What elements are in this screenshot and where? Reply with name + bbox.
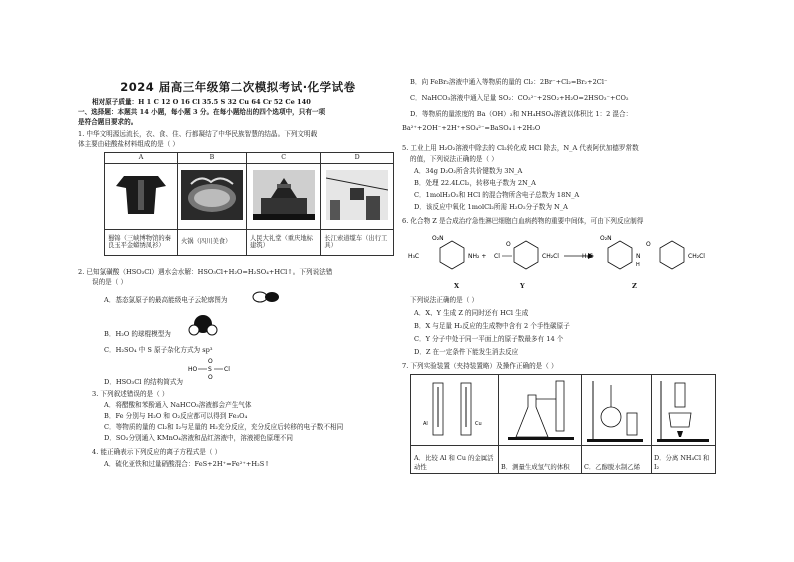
q1-header-c: C — [247, 153, 321, 164]
apparatus-a-icon — [415, 377, 495, 443]
q4-option-c: C．NaHCO₃溶液中通入足量 SO₂：CO₃²⁻+2SO₂+H₂O=2HSO₃⁻+CO₂ — [410, 94, 629, 102]
q4-stem: 4. 能正确表示下列反应的离子方程式是（ ） — [92, 448, 222, 456]
q1-caption-b: 火锅（四川美食） — [178, 229, 247, 255]
q6-stem: 6. 化合物 Z 是合成治疗急性淋巴细胞白血病药物的重要中间体，可由下列反应制得 — [402, 217, 644, 225]
q1-stem-cont: 体主要由硅酸盐材料组成的是（ ） — [78, 140, 180, 148]
q6-question: 下列说法正确的是（ ） — [410, 296, 479, 304]
svg-text:O: O — [208, 374, 213, 380]
cablecar-image — [326, 170, 388, 220]
q1-stem: 1. 中华文明源远流长，衣、食、住、行都凝结了中华民族智慧的结晶。下列文明载 — [78, 130, 318, 138]
svg-text:CH₂Cl: CH₂Cl — [688, 253, 705, 260]
q5-option-c: C．1molH₂O₂和 HCl 的混合物所含电子总数为 18N_A — [414, 191, 580, 199]
q3-option-c: C．等物质的量的 Cl₂和 I₂与足量的 H₂充分反应，充分反应后转移的电子数不相同 — [104, 423, 344, 431]
q1-header-d: D — [321, 153, 394, 164]
q6-reaction-scheme — [404, 232, 722, 290]
q7-caption-b: B．测量生成氢气的体积 — [501, 462, 570, 471]
q5-stem: 5. 工业上用 H₂O₂溶液中除去的 Cl₂转化成 HCl 除去，N_A 代表阿伏加德罗常数 — [402, 144, 639, 152]
section-heading-cont: 是符合题目要求的。 — [78, 118, 138, 126]
q1-image-d — [321, 163, 394, 229]
p-orbital-icon — [252, 290, 280, 304]
q1-image-a — [105, 163, 178, 229]
apparatus-b-icon — [502, 377, 578, 443]
q1-caption-d: 长江索道缆车（出行工具） — [321, 229, 394, 255]
apparatus-d-icon — [655, 377, 713, 443]
svg-text:O: O — [646, 241, 651, 248]
svg-text:H: H — [636, 262, 640, 268]
q7-stem: 7. 下列实验装置（夹持装置略）及操作正确的是（ ） — [402, 362, 558, 370]
q5-option-d: D．该反应中氧化 1molCl₂所需 H₂O₂分子数为 N_A — [414, 203, 568, 211]
q5-option-a: A．34g D₂O₂所含共价键数为 3N_A — [414, 167, 523, 175]
svg-text:O: O — [208, 358, 213, 365]
svg-text:H₃C: H₃C — [582, 253, 594, 260]
hall-image — [253, 170, 315, 220]
q7-apparatus-box — [410, 374, 716, 474]
q3-stem: 3. 下列叙述错误的是（ ） — [92, 390, 169, 398]
apparatus-c-icon — [585, 377, 647, 443]
svg-text:Cl: Cl — [224, 366, 230, 373]
svg-text:O₂N: O₂N — [600, 235, 612, 242]
svg-text:NH₂ +: NH₂ + — [468, 253, 487, 260]
svg-text:H₃C: H₃C — [408, 253, 420, 260]
hotpot-image — [181, 170, 243, 220]
q2-stem: 2. 已知氯磺酸（HSO₃Cl）遇水会水解：HSO₃Cl+H₂O=H₂SO₄+HCl↑。下列说法错 — [78, 268, 333, 276]
q2-option-b: B．H₂O 的球棍模型为 — [104, 330, 171, 338]
q2-stem-cont: 误的是（ ） — [92, 278, 128, 286]
q7-caption-c: C．乙醇脱水制乙烯 — [584, 462, 641, 471]
hso3cl-structure-icon — [186, 356, 236, 380]
svg-text:CH₂Cl: CH₂Cl — [542, 253, 559, 260]
svg-text:S: S — [208, 366, 212, 373]
svg-text:O₂N: O₂N — [432, 235, 444, 242]
q6-label-x: X — [454, 282, 460, 290]
q4-option-d-eq: Ba²⁺+2OH⁻+2H⁺+SO₄²⁻=BaSO₄↓+2H₂O — [402, 124, 541, 132]
q1-caption-c: 人民大礼堂（重庆地标建筑） — [247, 229, 321, 255]
q6-option-d: D．Z 在一定条件下能发生消去反应 — [414, 348, 519, 356]
svg-text:N: N — [636, 253, 641, 260]
atomic-masses: 相对原子质量：H 1 C 12 O 16 Cl 35.5 S 32 Cu 64 Cr 52 Ce 140 — [92, 98, 311, 106]
q6-option-c: C．Y 分子中处于同一平面上的原子数最多有 14 个 — [414, 335, 564, 343]
q2-option-c: C．H₂SO₄ 中 S 原子杂化方式为 sp³ — [104, 346, 213, 354]
q5-stem-cont: 的值，下列说法正确的是（ ） — [410, 155, 498, 163]
q1-table — [104, 152, 394, 256]
svg-text:HO: HO — [188, 366, 198, 373]
q7-caption-d: D．分离 NH₄Cl 和 I₂ — [654, 454, 710, 471]
q4-option-a: A．硫化亚铁和过量硝酸混合：FeS+2H⁺=Fe²⁺+H₂S↑ — [104, 460, 270, 468]
q7-caption-a: A．比较 Al 和 Cu 的金属活动性 — [414, 454, 494, 471]
q3-option-b: B．Fe 分别与 H₂O 和 O₂反应都可以得到 Fe₃O₄ — [104, 412, 248, 420]
svg-text:Cl: Cl — [494, 253, 500, 260]
q3-option-a: A．将醋酸和苯酚通入 NaHCO₃溶液都会产生气体 — [104, 401, 252, 409]
q6-option-b: B．X 与足量 H₂反应的生成物中含有 2 个手性碳原子 — [414, 322, 570, 330]
robe-image — [110, 170, 172, 220]
q4-option-b: B．向 FeBr₂溶液中通入等物质的量的 Cl₂：2Br⁻+Cl₂=Br₂+2Cl⁻ — [410, 78, 608, 86]
q1-image-b — [178, 163, 247, 229]
q6-option-a: A．X、Y 生成 Z 的同时还有 HCl 生成 — [414, 309, 529, 317]
q1-header-a: A — [105, 153, 178, 164]
water-model-icon — [188, 312, 218, 338]
svg-text:Al: Al — [423, 421, 428, 427]
q4-option-d: D．等物质的量浓度的 Ba（OH）₂和 NH₄HSO₄溶液以体积比 1：2 混合： — [410, 110, 633, 118]
q1-caption-a: 蜀锦（三峡博物馆的秦良玉平金蟒绣凤衫） — [105, 229, 178, 255]
svg-text:Cu: Cu — [475, 421, 482, 427]
q6-label-z: Z — [632, 282, 637, 290]
exam-title: 2024 届高三年级第二次模拟考试·化学试卷 — [120, 80, 356, 94]
q2-option-d: D．HSO₃Cl 的结构简式为 — [104, 378, 184, 386]
q1-header-b: B — [178, 153, 247, 164]
q6-label-y: Y — [520, 282, 525, 290]
q1-image-c — [247, 163, 321, 229]
section-heading: 一、选择题：本题共 14 小题，每小题 3 分。在每小题给出的四个选项中，只有一项 — [78, 108, 326, 116]
svg-text:O: O — [506, 241, 511, 248]
q2-option-a: A．基态氯原子的最高能级电子云轮廓图为 — [104, 296, 228, 304]
q5-option-b: B．处理 22.4LCl₂，转移电子数为 2N_A — [414, 179, 536, 187]
q3-option-d: D．SO₂分别通入 KMnO₄溶液和品红溶液中，溶液褪色原理不同 — [104, 434, 293, 442]
